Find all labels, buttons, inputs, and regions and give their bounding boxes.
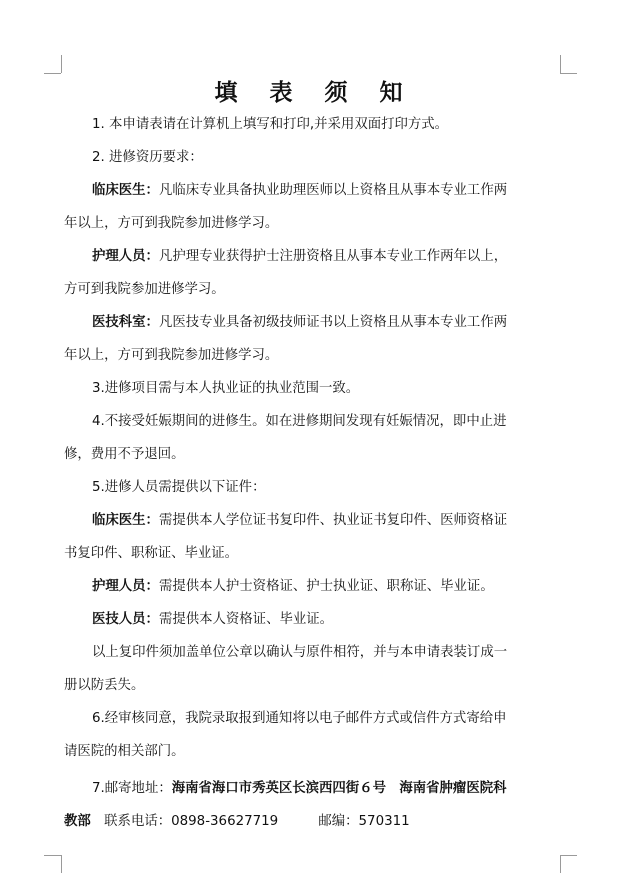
contact-info: 联系电话：0898-36627719 邮编：570311 bbox=[90, 814, 410, 829]
item-1: 1. 本申请表请在计算机上填写和打印,并采用双面打印方式。 bbox=[92, 117, 449, 132]
doc-clinical-text: 需提供本人学位证书复印件、执业证书复印件、医师资格证 bbox=[158, 513, 508, 528]
mailing-address-prefix: 7.邮寄地址： bbox=[92, 781, 172, 796]
doc-clinical-label: 临床医生： bbox=[92, 513, 159, 528]
doc-clinical-line-2: 书复印件、职称证、毕业证。 bbox=[64, 546, 239, 561]
stamp-note-line-1: 以上复印件须加盖单位公章以确认与原件相符，并与本申请表装订成一 bbox=[92, 645, 508, 660]
doc-medtech-label: 医技人员： bbox=[92, 612, 159, 627]
medtech-text: 凡医技专业具备初级技师证书以上资格且从事本专业工作两 bbox=[158, 315, 508, 330]
item-3: 3.进修项目需与本人执业证的执业范围一致。 bbox=[92, 381, 360, 396]
nursing-requirement-line-2: 方可到我院参加进修学习。 bbox=[64, 282, 225, 297]
medtech-requirement-line-1 bbox=[64, 306, 564, 339]
item-4-line-2: 修，费用不予退回。 bbox=[64, 447, 185, 462]
item-5: 5.进修人员需提供以下证件： bbox=[92, 480, 266, 495]
doc-medtech-text: 需提供本人资格证、毕业证。 bbox=[158, 612, 334, 627]
stamp-note-line-2: 册以防丢失。 bbox=[64, 678, 145, 693]
mailing-address: 海南省海口市秀英区长滨西四街６号 海南省肿瘤医院科 bbox=[171, 781, 507, 796]
medtech-requirement-line-2: 年以上，方可到我院参加进修学习。 bbox=[64, 348, 279, 363]
doc-nursing-text: 需提供本人护士资格证、护士执业证、职称证、毕业证。 bbox=[158, 579, 494, 594]
item-4-line-1: 4.不接受妊娠期间的进修生。如在进修期间发现有妊娠情况，即中止进 bbox=[92, 414, 507, 429]
nursing-text: 凡护理专业获得护士注册资格且从事本专业工作两年以上， bbox=[158, 249, 508, 264]
clinical-requirement-line-2: 年以上，方可到我院参加进修学习。 bbox=[64, 216, 279, 231]
nursing-label: 护理人员： bbox=[92, 249, 159, 264]
department-name: 教部 bbox=[64, 814, 91, 829]
page-title: 填 表 须 知 bbox=[214, 79, 415, 106]
medtech-label: 医技科室： bbox=[92, 315, 159, 330]
doc-nursing-line bbox=[64, 570, 564, 603]
item-7-line-1 bbox=[64, 772, 564, 805]
item-6-line-2: 请医院的相关部门。 bbox=[64, 744, 185, 759]
clinical-label: 临床医生： bbox=[92, 183, 159, 198]
doc-nursing-label: 护理人员： bbox=[92, 579, 159, 594]
doc-clinical-line-1 bbox=[64, 504, 564, 537]
nursing-requirement-line-1 bbox=[64, 240, 564, 273]
item-6-line-1: 6.经审核同意，我院录取报到通知将以电子邮件方式或信件方式寄给申 bbox=[92, 711, 507, 726]
item-7-line-2 bbox=[64, 805, 564, 838]
item-2: 2. 进修资历要求： bbox=[92, 150, 203, 165]
clinical-requirement-line-1 bbox=[64, 174, 564, 207]
doc-medtech-line bbox=[64, 603, 564, 636]
clinical-text: 凡临床专业具备执业助理医师以上资格且从事本专业工作两 bbox=[158, 183, 508, 198]
